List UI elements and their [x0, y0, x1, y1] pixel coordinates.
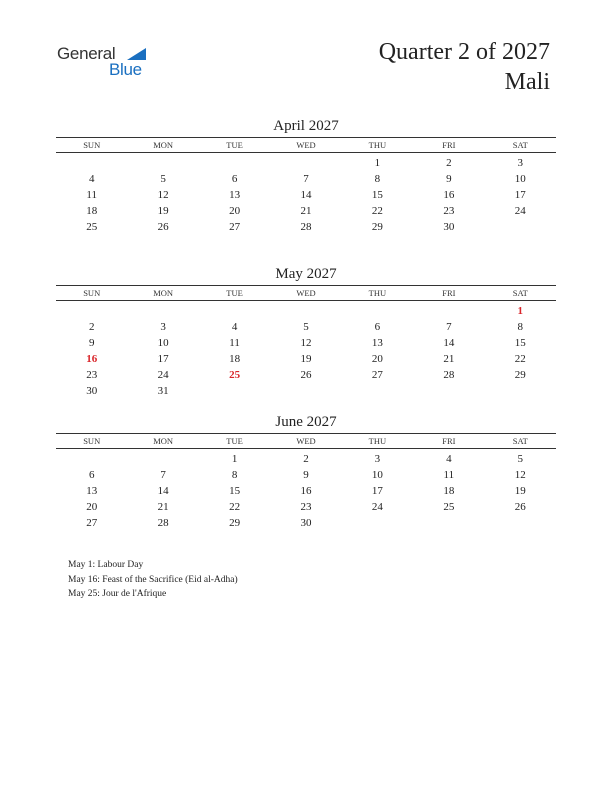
day-cell: 10 — [371, 469, 383, 481]
weekday-label: THU — [368, 436, 387, 446]
page-title — [379, 37, 550, 97]
month-may — [56, 264, 556, 399]
day-cell: 8 — [517, 321, 524, 333]
weekday-label: FRI — [442, 140, 456, 150]
weekday-label: FRI — [442, 288, 456, 298]
day-cell: 21 — [443, 353, 455, 365]
empty-day-cell — [127, 155, 198, 171]
day-cell: 13 — [229, 189, 241, 201]
day-cell: 6 — [231, 173, 238, 185]
day-cell: 9 — [303, 469, 309, 481]
empty-day-cell — [270, 303, 341, 319]
day-cell: 22 — [229, 501, 241, 513]
day-cell: 19 — [514, 485, 526, 497]
weekday-label: SAT — [512, 436, 528, 446]
weekday-header — [56, 285, 556, 301]
month-april — [56, 116, 556, 235]
month-title: April 2027 — [273, 118, 339, 134]
logo-triangle-icon — [127, 48, 146, 60]
day-cell: 22 — [371, 205, 383, 217]
logo-blue-text: Blue — [109, 60, 142, 79]
day-cell: 21 — [300, 205, 312, 217]
day-cell: 2 — [303, 453, 309, 465]
title-quarter: Quarter 2 of 2027 — [378, 39, 550, 65]
month-title: May 2027 — [275, 266, 337, 282]
day-cell: 29 — [229, 517, 241, 529]
empty-day-cell — [56, 155, 127, 171]
weekday-label: SAT — [512, 288, 528, 298]
day-cell: 8 — [374, 173, 381, 185]
day-cell: 14 — [443, 337, 455, 349]
weekday-label: THU — [368, 140, 387, 150]
day-cell: 27 — [371, 369, 383, 381]
day-cell: 15 — [371, 189, 383, 201]
day-cell: 2 — [446, 157, 452, 169]
day-cell: 9 — [88, 337, 95, 349]
day-cell: 18 — [443, 485, 455, 497]
day-grid — [56, 155, 556, 235]
empty-day-cell — [199, 303, 270, 319]
weekday-label: TUE — [226, 140, 243, 150]
weekday-label: TUE — [226, 288, 243, 298]
logo-general-text: General — [57, 44, 116, 63]
empty-day-cell — [342, 303, 413, 319]
day-cell: 14 — [300, 189, 312, 201]
day-cell: 18 — [229, 353, 241, 365]
holiday-note: May 1: Labour Day — [68, 560, 144, 570]
weekday-header — [56, 137, 556, 153]
day-cell: 11 — [86, 189, 97, 201]
day-cell: 25 — [86, 221, 98, 233]
weekday-label: MON — [153, 288, 174, 298]
empty-day-cell — [413, 303, 484, 319]
weekday-label: SUN — [83, 140, 101, 150]
day-cell: 7 — [160, 469, 166, 481]
day-cell: 3 — [160, 321, 166, 333]
day-cell: 19 — [300, 353, 312, 365]
day-cell: 7 — [303, 173, 309, 185]
day-cell: 17 — [371, 485, 383, 497]
weekday-label: SUN — [83, 436, 101, 446]
day-cell: 9 — [446, 173, 452, 185]
day-cell: 28 — [300, 221, 312, 233]
day-cell: 4 — [446, 453, 452, 465]
day-cell: 21 — [157, 501, 169, 513]
day-cell: 19 — [157, 205, 169, 217]
day-cell: 10 — [514, 173, 526, 185]
day-cell: 29 — [371, 221, 383, 233]
day-cell: 12 — [300, 337, 312, 349]
day-cell: 14 — [157, 485, 169, 497]
empty-day-cell — [270, 155, 341, 171]
day-cell: 20 — [229, 205, 241, 217]
weekday-label: THU — [368, 288, 387, 298]
weekday-header — [56, 433, 556, 449]
weekday-label: SUN — [83, 288, 101, 298]
weekday-label: WED — [296, 140, 316, 150]
empty-day-cell — [127, 451, 198, 467]
day-cell: 16 — [300, 485, 312, 497]
day-cell: 23 — [86, 369, 98, 381]
weekday-label: SAT — [512, 140, 528, 150]
day-cell: 24 — [371, 501, 383, 513]
weekday-label: MON — [153, 140, 174, 150]
day-cell: 13 — [371, 337, 383, 349]
day-cell: 13 — [86, 485, 98, 497]
day-cell: 8 — [231, 469, 238, 481]
day-cell: 26 — [514, 501, 526, 513]
day-cell: 5 — [517, 453, 524, 465]
day-cell: 27 — [86, 517, 98, 529]
day-cell: 26 — [300, 369, 312, 381]
holiday-note: May 16: Feast of the Sacrifice (Eid al-Adha) — [68, 574, 238, 585]
day-cell: 30 — [86, 385, 98, 397]
day-cell: 1 — [374, 157, 381, 169]
day-cell: 27 — [229, 221, 241, 233]
day-cell: 24 — [514, 205, 526, 217]
weekday-label: MON — [153, 436, 174, 446]
day-cell: 23 — [300, 501, 312, 513]
day-cell: 20 — [86, 501, 98, 513]
day-cell: 4 — [88, 173, 95, 185]
empty-day-cell — [127, 303, 198, 319]
day-cell: 15 — [514, 337, 526, 349]
month-june — [56, 412, 556, 531]
weekday-label: WED — [296, 288, 316, 298]
weekday-label: FRI — [442, 436, 456, 446]
day-cell: 3 — [374, 453, 381, 465]
day-cell: 28 — [443, 369, 455, 381]
day-cell: 25 — [443, 501, 455, 513]
weekday-label: TUE — [226, 436, 243, 446]
holiday-list — [68, 558, 238, 602]
general-blue-logo — [57, 44, 157, 80]
day-grid — [56, 451, 556, 531]
day-cell: 12 — [514, 469, 526, 481]
day-cell: 22 — [514, 353, 526, 365]
holiday-note: May 25: Jour de l'Afrique — [68, 589, 167, 599]
day-cell: 28 — [157, 517, 169, 529]
day-cell: 26 — [157, 221, 169, 233]
empty-day-cell — [56, 303, 127, 319]
day-cell: 24 — [157, 369, 169, 381]
day-grid — [56, 303, 556, 399]
day-cell: 20 — [371, 353, 383, 365]
day-cell: 11 — [443, 469, 455, 481]
day-cell: 31 — [157, 385, 169, 397]
day-cell: 6 — [88, 469, 95, 481]
day-cell: 17 — [157, 353, 169, 365]
month-title: June 2027 — [275, 414, 337, 430]
day-cell: 3 — [517, 157, 524, 169]
weekday-label: WED — [296, 436, 316, 446]
day-cell: 18 — [86, 205, 98, 217]
title-country: Mali — [504, 69, 550, 95]
empty-day-cell — [199, 155, 270, 171]
day-cell: 17 — [514, 189, 526, 201]
day-cell: 16 — [443, 189, 455, 201]
day-cell: 4 — [231, 321, 238, 333]
day-cell: 10 — [157, 337, 169, 349]
holiday-day-cell: 16 — [86, 353, 98, 365]
empty-day-cell — [56, 451, 127, 467]
day-cell: 5 — [160, 173, 166, 185]
day-cell: 1 — [231, 453, 238, 465]
day-cell: 30 — [443, 221, 455, 233]
day-cell: 6 — [374, 321, 381, 333]
day-cell: 5 — [303, 321, 309, 333]
day-cell: 15 — [229, 485, 241, 497]
holiday-day-cell: 1 — [517, 305, 524, 317]
day-cell: 2 — [88, 321, 95, 333]
day-cell: 29 — [514, 369, 526, 381]
day-cell: 12 — [157, 189, 169, 201]
day-cell: 30 — [300, 517, 312, 529]
holiday-day-cell: 25 — [229, 369, 241, 381]
day-cell: 7 — [446, 321, 452, 333]
day-cell: 23 — [443, 205, 455, 217]
day-cell: 11 — [229, 337, 240, 349]
